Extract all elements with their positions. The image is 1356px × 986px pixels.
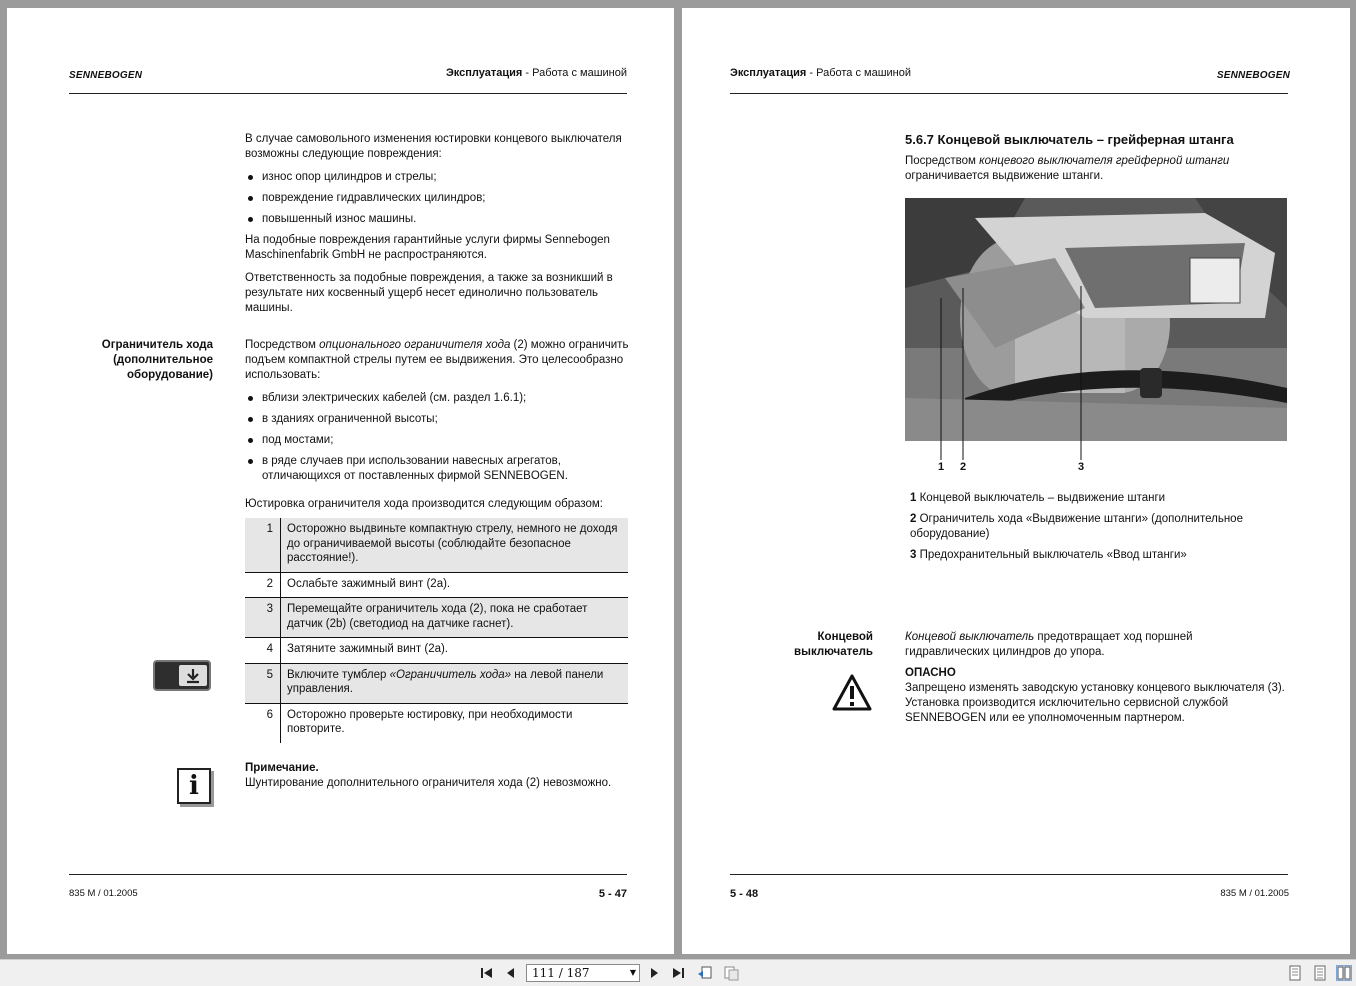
damage-section [245, 132, 630, 324]
prev-page-icon[interactable] [503, 965, 519, 981]
callout-1: 1 [938, 461, 945, 473]
switch-text: Концевой выключатель предотвращает ход поршней гидравлических цилиндров до упора. [905, 631, 1193, 658]
left-page [7, 8, 674, 954]
page-number-input[interactable]: 111 / 187 ▼ [526, 964, 640, 982]
callout-3: 3 [1078, 461, 1085, 473]
table-row: 6 Осторожно проверьте юстировку, при необходимости повторите. [245, 703, 628, 743]
side-heading-limiter: Ограничитель хода (дополнительное оборудование) [101, 339, 213, 381]
section-intro: Посредством концевого выключателя грейферной штанги ограничивается выдвижение штанги. [905, 155, 1230, 182]
warranty-text: На подобные повреждения гарантийные услуги фирмы Sennebogen Maschinenfabrik GmbH не распространяются. [245, 234, 610, 261]
forward-view-icon[interactable] [723, 965, 739, 981]
list-item: вблизи электрических кабелей (см. раздел 1.6.1); [245, 391, 630, 406]
table-row: 3 Перемещайте ограничитель хода (2), пока не сработает датчик (2b) (светодиод на датчике гаснет). [245, 598, 628, 638]
use-list [245, 391, 630, 484]
legend-item: 3 Предохранительный выключатель «Ввод штанги» [910, 549, 1187, 561]
page-header: Эксплуатация - Работа с машиной [730, 67, 912, 79]
legend-list [910, 491, 1285, 569]
header-divider [730, 93, 1288, 94]
back-view-icon[interactable] [697, 965, 713, 981]
danger-block [905, 666, 1285, 726]
table-row: 1 Осторожно выдвиньте компактную стрелу, немного не доходя до ограничиваемой высоты (соблюдайте безопасное расстояние!). [245, 518, 628, 572]
legend-item: 1 Концевой выключатель – выдвижение штанги [910, 492, 1166, 504]
last-page-icon[interactable] [670, 965, 686, 981]
footer-model: 835 M / 01.2005 [1220, 888, 1289, 899]
footer-divider [730, 874, 1288, 875]
page-header: Эксплуатация - Работа с машиной [445, 67, 627, 79]
table-row: 4 Затяните зажимный винт (2a). [245, 638, 628, 664]
sennebogen-logo: SENNEBOGEN [69, 70, 143, 81]
right-page [682, 8, 1350, 954]
next-page-icon[interactable] [646, 965, 662, 981]
danger-text: Запрещено изменять заводскую установку концевого выключателя (3). [905, 682, 1285, 694]
sennebogen-logo: SENNEBOGEN [1216, 70, 1290, 81]
legend-item: 2 Ограничитель хода «Выдвижение штанги» (дополнительное оборудование) [910, 513, 1243, 540]
damage-list [245, 170, 630, 227]
danger-text: Установка производится исключительно сервисной службой SENNEBOGEN или ее уполномоченным партнером. [905, 697, 1229, 724]
callout-2: 2 [960, 461, 967, 473]
section-title: 5.6.7 Концевой выключатель – грейферная штанга [905, 132, 1234, 147]
page-number: 5 - 47 [598, 888, 627, 900]
footer-divider [69, 874, 627, 875]
note-text: Шунтирование дополнительного ограничителя хода (2) невозможно. [245, 777, 612, 789]
chevron-down-icon[interactable]: ▼ [629, 968, 636, 977]
rocker-switch-icon [153, 660, 211, 691]
info-icon: i [177, 768, 211, 804]
list-item: повреждение гидравлических цилиндров; [245, 191, 630, 206]
limiter-text: Посредством опционального ограничителя хода (2) можно ограничить подъем компактной стрелы путем ее выдвижения. Это целесообразно использовать: [245, 339, 629, 381]
danger-title: ОПАСНО [905, 667, 956, 679]
list-item: в зданиях ограниченной высоты; [245, 412, 630, 427]
single-page-icon[interactable] [1287, 965, 1303, 981]
page-number: 5 - 48 [730, 888, 759, 900]
viewer-toolbar [0, 959, 1356, 986]
callout-lines [905, 198, 1287, 468]
intro-text: В случае самовольного изменения юстировки концевого выключателя возможны следующие повреждения: [245, 133, 622, 160]
list-item: износ опор цилиндров и стрелы; [245, 170, 630, 185]
table-row: 5 Включите тумблер «Ограничитель хода» на левой панели управления. [245, 663, 628, 703]
side-heading-switch: Концевой выключатель [794, 631, 873, 658]
continuous-icon[interactable] [1312, 965, 1328, 981]
table-row: 2 Ослабьте зажимный винт (2a). [245, 572, 628, 598]
note-title: Примечание. [245, 762, 319, 774]
list-item: в ряде случаев при использовании навесных агрегатов, отличающихся от поставленных фирмой SENNEBOGEN. [245, 454, 630, 484]
list-item: под мостами; [245, 433, 630, 448]
header-divider [69, 93, 627, 94]
two-page-icon[interactable] [1336, 965, 1352, 981]
note-block [245, 761, 630, 791]
adjust-steps-table [245, 518, 628, 743]
list-item: повышенный износ машины. [245, 212, 630, 227]
adjust-intro: Юстировка ограничителя хода производится следующим образом: [245, 498, 603, 510]
limiter-section [245, 338, 630, 490]
footer-model: 835 M / 01.2005 [69, 888, 138, 899]
responsibility-text: Ответственность за подобные повреждения, а также за возникший в результате них косвенный ущерб несет единолично пользователь машины. [245, 272, 613, 314]
first-page-icon[interactable] [479, 965, 495, 981]
danger-warning-icon [832, 673, 872, 713]
